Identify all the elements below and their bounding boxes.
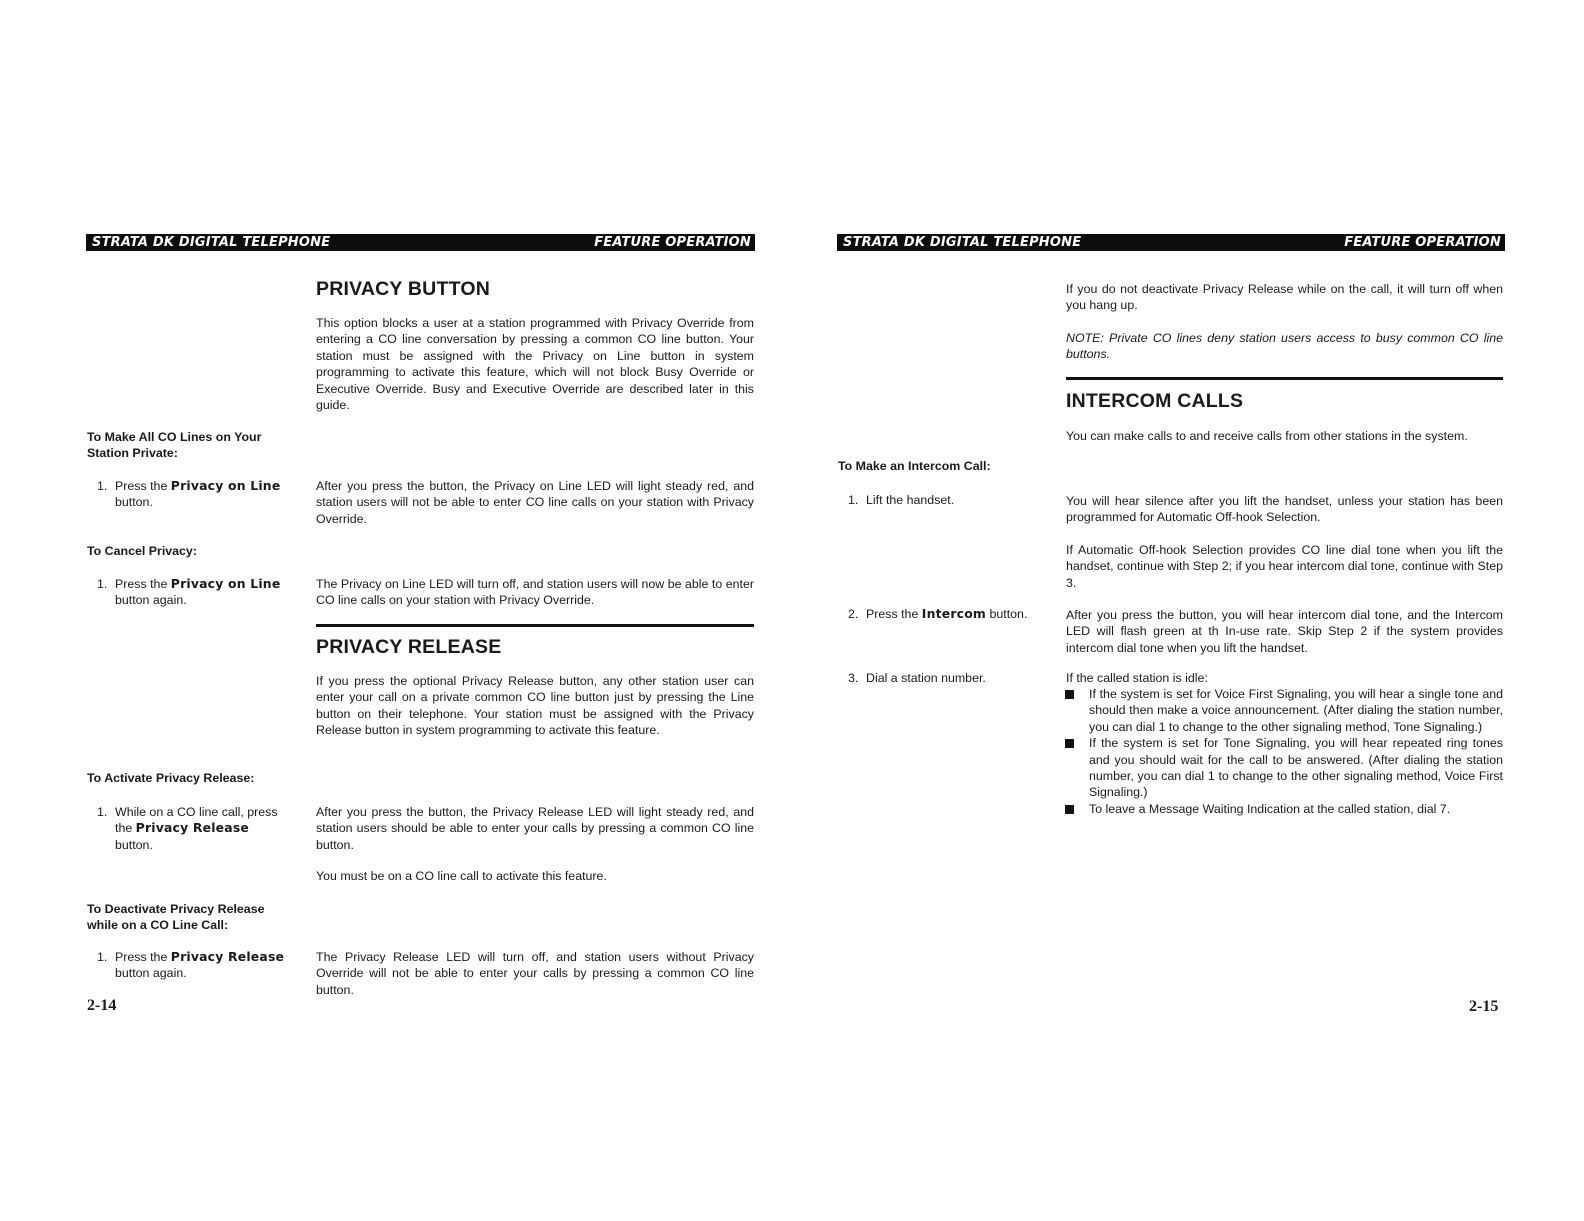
privacy-release-intro: If you press the optional Privacy Release button, any other station user can enter your call on a private common CO line button just by pressing the Line button on their telephone. Your station must be assigned with the Privacy Release button in system programming to activate this feature. [316, 674, 754, 738]
make-private-heading: To Make All CO Lines on Your Station Private: [87, 430, 262, 461]
step-text-line1: While on a CO line call, press [115, 805, 278, 819]
step-number: 1. [848, 493, 859, 507]
idle-station-bullets [1064, 686, 1503, 817]
activate-release-heading: To Activate Privacy Release: [87, 771, 255, 785]
privacy-on-line-button-label: Privacy on Line [170, 576, 281, 591]
step-number: 1. [97, 950, 108, 964]
left-page-number: 2-14 [87, 997, 117, 1014]
make-intercom-heading: To Make an Intercom Call: [838, 459, 991, 473]
intercom-calls-title: INTERCOM CALLS [1066, 390, 1244, 412]
step-number: 2. [848, 607, 859, 621]
right-page-number: 2-15 [1469, 998, 1499, 1015]
right-header-title: STRATA DK DIGITAL TELEPHONE [843, 235, 1082, 250]
left-header-section: FEATURE OPERATION [594, 235, 751, 250]
step-3-lead: If the called station is idle: [1066, 671, 1208, 685]
deactivate-release-heading: To Deactivate Privacy Release while on a CO Line Call: [87, 902, 265, 933]
section-divider [316, 624, 754, 627]
step-text: Lift the handset. [866, 493, 955, 507]
activate-release-note: You must be on a CO line call to activate this feature. [316, 869, 607, 883]
step-1-description-2: If Automatic Off-hook Selection provides CO line dial tone when you lift the handset, continue with Step 2; if you hear intercom dial tone, continue with Step 3. [1066, 543, 1503, 590]
note-text: NOTE: Private CO lines deny station users access to busy common CO line buttons. [1066, 331, 1503, 362]
step-text-pre: Press the [115, 577, 171, 591]
right-header-bar [837, 234, 1505, 251]
step-text-pre: Press the [115, 479, 171, 493]
privacy-button-intro: This option blocks a user at a station programmed with Privacy Override from entering a CO line conversation by pressing a common CO line button. Your station must be assigned with the Privacy on Line button in system programming to activate this feature, which will not block Busy Override or Executive Override. Busy and Executive Override are described later in this guide. [316, 316, 754, 413]
step-text-pre: the [115, 821, 136, 836]
list-item: If the system is set for Voice First Signaling, you will hear a single tone and should then make a voice announcement. (After dialing the station number, you can dial 1 to change to the other signaling method, Tone Signaling.) [1064, 686, 1503, 735]
step-text-pre: Press the [866, 607, 922, 621]
privacy-button-title: PRIVACY BUTTON [316, 278, 490, 300]
step-number: 3. [848, 671, 859, 685]
privacy-release-button-label: Privacy Release [170, 949, 285, 964]
step-1-description: You will hear silence after you lift the handset, unless your station has been programmed for Automatic Off-hook Selection. [1066, 494, 1503, 525]
step-text-post: button again. [115, 966, 187, 981]
activate-release-description: After you press the button, the Privacy Release LED will light steady red, and station users should be able to enter your calls by pressing a common CO line button. [316, 805, 754, 852]
step-text-post: button. [986, 607, 1028, 621]
step-text-post: button. [115, 495, 153, 510]
privacy-release-button-label: Privacy Release [135, 820, 250, 836]
left-header-bar [86, 234, 755, 251]
privacy-release-title: PRIVACY RELEASE [316, 636, 502, 658]
deactivate-release-description: The Privacy Release LED will turn off, and station users without Privacy Override will not be able to enter your calls by pressing a common CO line button. [316, 950, 754, 997]
section-divider [1066, 377, 1503, 380]
step-number: 1. [97, 805, 108, 819]
step-number: 1. [97, 479, 108, 493]
cancel-privacy-description: The Privacy on Line LED will turn off, and station users will now be able to enter CO line calls on your station with Privacy Override. [316, 577, 754, 608]
bullet-square-icon [1065, 690, 1074, 699]
right-header-section: FEATURE OPERATION [1344, 235, 1501, 250]
step-number: 1. [97, 577, 108, 591]
step-text-post: button. [115, 837, 153, 852]
continuation-text: If you do not deactivate Privacy Release while on the call, it will turn off when you hang up. [1066, 282, 1503, 313]
step-2-description: After you press the button, you will hear intercom dial tone, and the Intercom LED will flash green at th In-use rate. Skip Step 2 if the system provides intercom dial tone when you lift the handset. [1066, 608, 1503, 655]
list-item: If the system is set for Tone Signaling, you will hear repeated ring tones and you should wait for the call to be answered. (After dialing the station number, you can dial 1 to change to the other signaling method, Voice First Signaling.) [1064, 735, 1503, 801]
step-text: Dial a station number. [866, 671, 986, 685]
make-private-description: After you press the button, the Privacy on Line LED will light steady red, and station users will not be able to enter CO line calls on your station with Privacy Override. [316, 479, 754, 526]
step-text-post: button again. [115, 593, 187, 608]
bullet-square-icon [1065, 805, 1074, 814]
left-header-title: STRATA DK DIGITAL TELEPHONE [92, 235, 331, 250]
bullet-square-icon [1065, 739, 1074, 748]
cancel-privacy-heading: To Cancel Privacy: [87, 544, 197, 558]
intercom-intro: You can make calls to and receive calls from other stations in the system. [1066, 429, 1468, 443]
list-item: To leave a Message Waiting Indication at the called station, dial 7. [1064, 801, 1503, 817]
privacy-on-line-button-label: Privacy on Line [170, 478, 281, 493]
intercom-button-label: Intercom [921, 606, 987, 621]
step-text-pre: Press the [115, 950, 171, 964]
